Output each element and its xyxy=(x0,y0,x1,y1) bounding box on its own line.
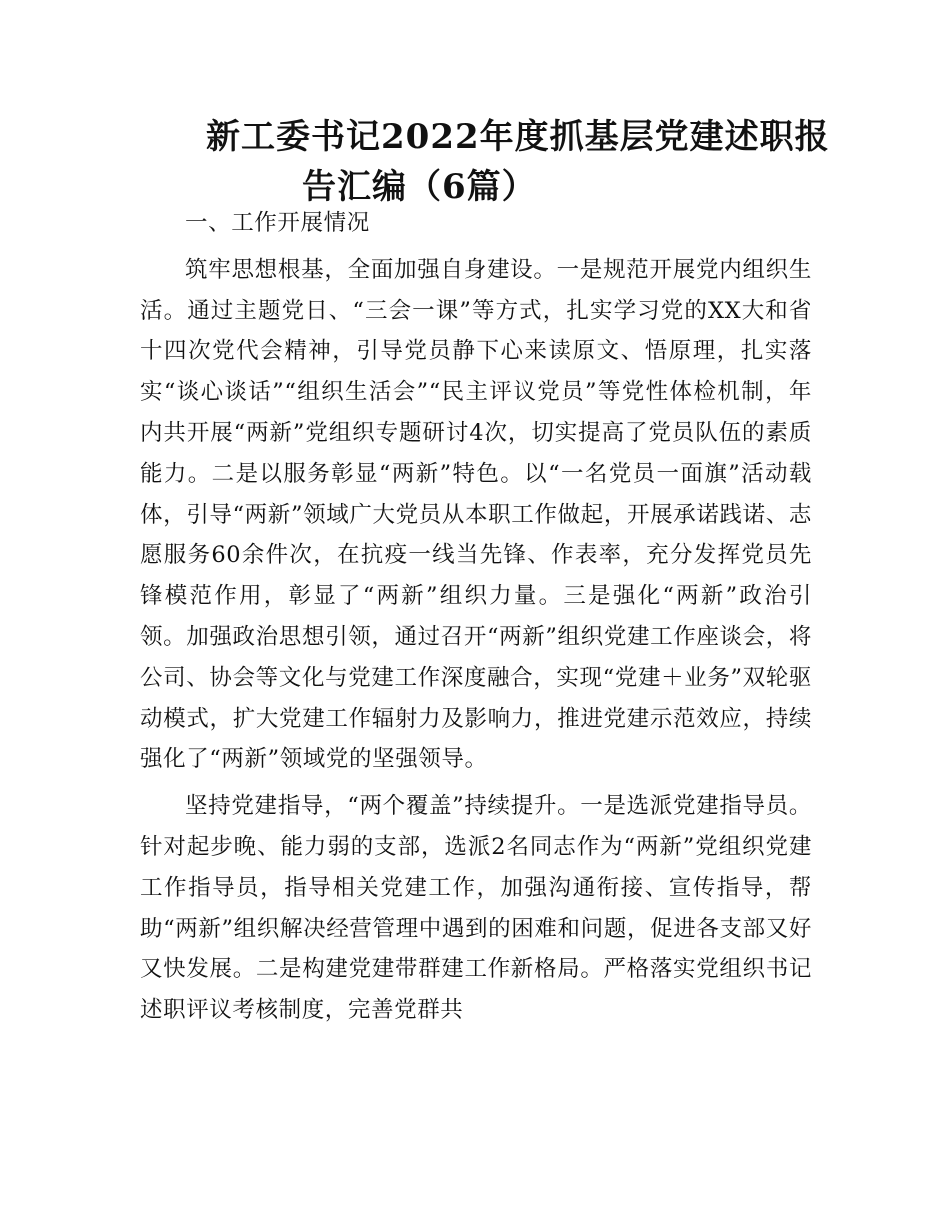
title-line-1: 新工委书记2022年度抓基层党建述职报 xyxy=(206,117,830,157)
body-paragraph-1: 筑牢思想根基，全面加强自身建设。一是规范开展党内组织生活。通过主题党日、“三会一课”等方式，扎实学习党的XX大和省十四次党代会精神，引导党员静下心来读原文、悟原理，扎实落实“谈心谈话”“组织生活会”“民主评议党员”等党性体检机制，年内共开展“两新”党组织专题研讨4次，切实提高了党员队伍的素质能力。二是以服务彰显“两新”特色。以“一名党员一面旗”活动载体，引导“两新”领域广大党员从本职工作做起，开展承诺践诺、志愿服务60余件次，在抗疫一线当先锋、作表率，充分发挥党员先锋模范作用，彰显了“两新”组织力量。三是强化“两新”政治引领。加强政治思想引领，通过召开“两新”组织党建工作座谈会，将公司、协会等文化与党建工作深度融合，实现“党建＋业务”双轮驱动模式，扩大党建工作辐射力及影响力，推进党建示范效应，持续强化了“两新”领域党的坚强领导。 xyxy=(140,256,812,773)
section-heading: 一、工作开展情况 xyxy=(185,210,370,236)
title-line-2: 告汇编（6篇） xyxy=(302,167,537,207)
body-paragraph-2: 坚持党建指导，“两个覆盖”持续提升。一是选派党建指导员。针对起步晚、能力弱的支部，选派2名同志作为“两新”党组织党建工作指导员，指导相关党建工作，加强沟通衔接、宣传指导，帮助“两新”组织解决经营管理中遇到的困难和问题，促进各支部又好又快发展。二是构建党建带群建工作新格局。严格落实党组织书记述职评议考核制度，完善党群共 xyxy=(140,793,812,1024)
document-title xyxy=(140,112,830,212)
document-body xyxy=(140,203,812,1031)
